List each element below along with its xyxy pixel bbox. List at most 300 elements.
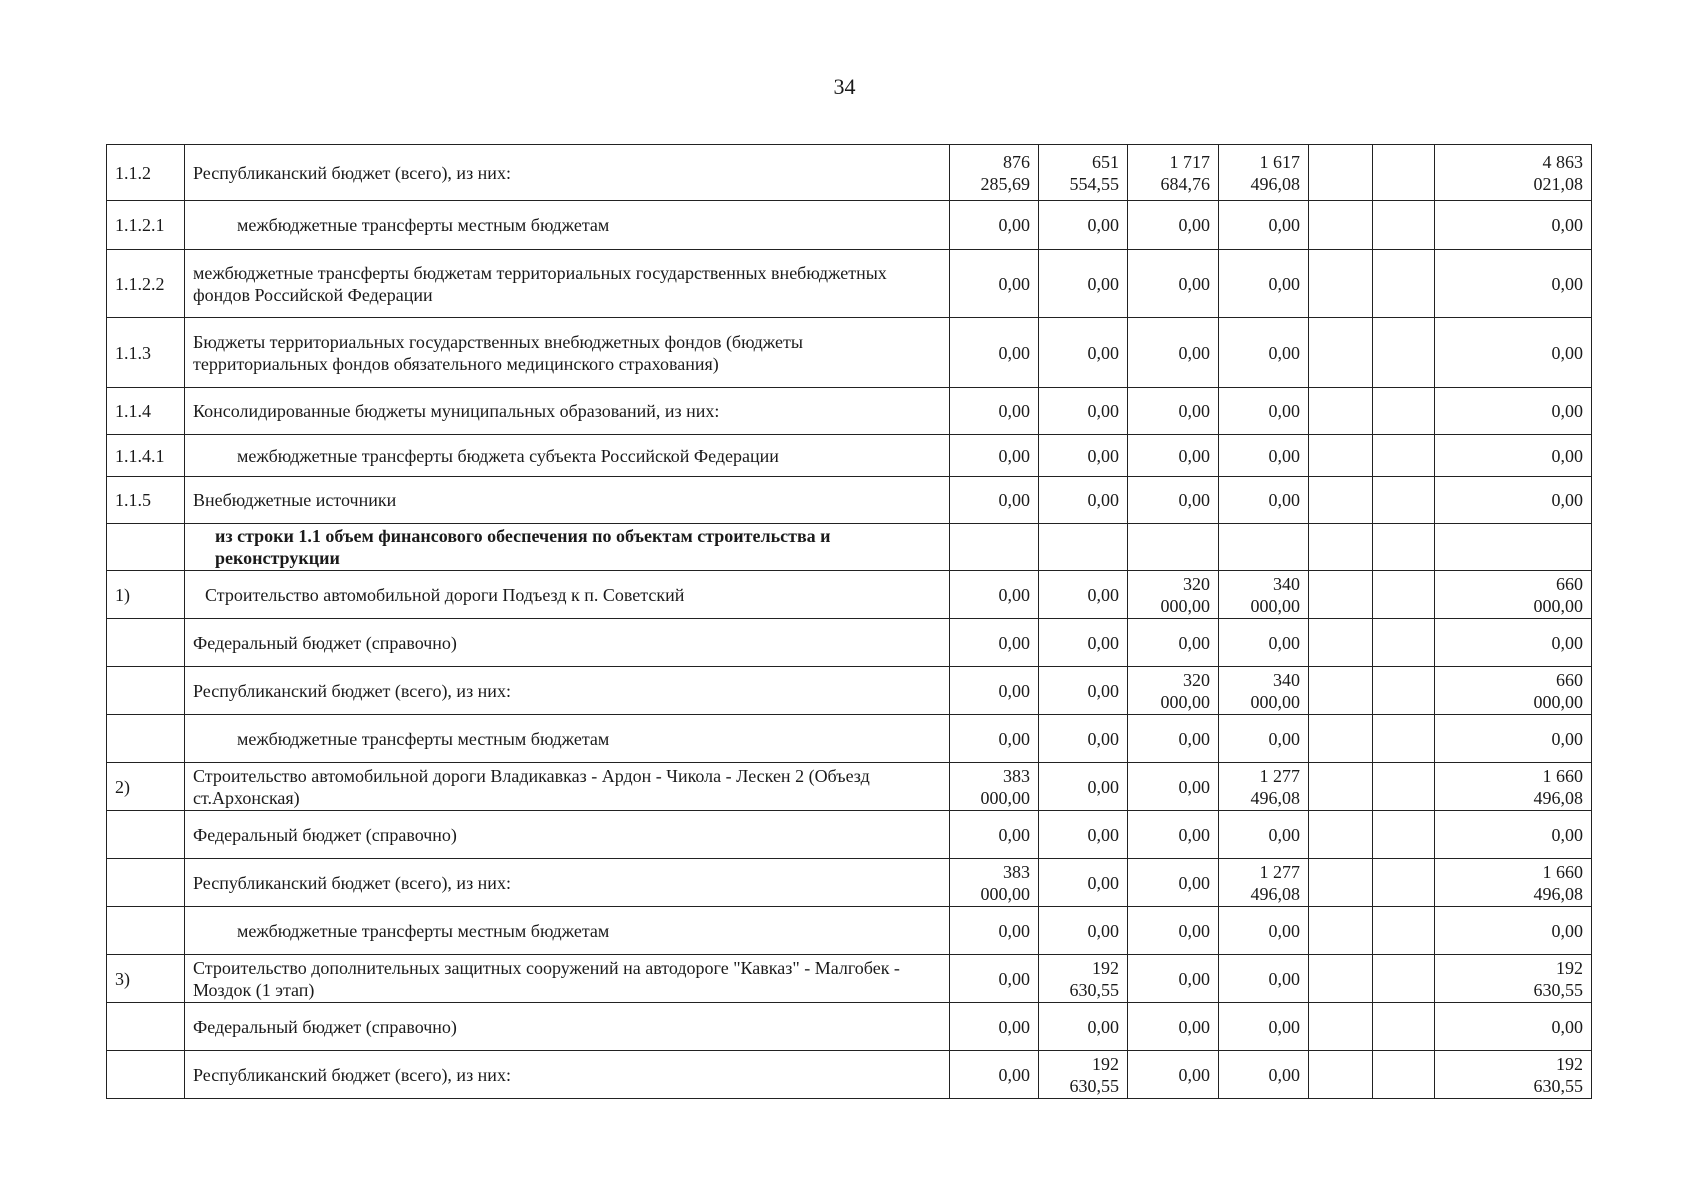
value-line: 0,00	[1551, 342, 1583, 363]
value-line: 0,00	[1087, 872, 1119, 893]
value-cell	[1373, 477, 1435, 524]
value-cell	[1373, 388, 1435, 435]
value-cell	[1219, 667, 1309, 715]
value-line: 0,00	[1551, 490, 1583, 510]
table-row	[107, 524, 1592, 571]
value-line: 0,00	[1087, 920, 1119, 941]
value-line: 0,00	[1178, 872, 1210, 893]
value-line: 0,00	[1268, 968, 1300, 989]
value-cell	[1435, 524, 1592, 571]
value-cell	[1039, 715, 1128, 763]
value-cell	[1128, 201, 1219, 250]
value-line: 496,08	[1250, 787, 1300, 808]
value-line: 0,00	[1178, 1016, 1210, 1037]
value-cell	[950, 955, 1039, 1003]
value-cell	[1309, 859, 1373, 907]
table-row	[107, 667, 1592, 715]
value-cell	[1373, 715, 1435, 763]
table-row	[107, 145, 1592, 201]
value-line: 0,00	[1268, 728, 1300, 749]
value-cell	[1128, 318, 1219, 388]
row-name: межбюджетные трансферты местным бюджетам	[185, 907, 950, 955]
value-cell	[1309, 619, 1373, 667]
value-line: 0,00	[1087, 776, 1119, 797]
row-name: Федеральный бюджет (справочно)	[185, 811, 950, 859]
value-line: 285,69	[980, 173, 1030, 194]
value-cell	[1128, 477, 1219, 524]
value-cell	[1435, 859, 1592, 907]
table-row	[107, 477, 1592, 524]
value-cell	[1128, 763, 1219, 811]
value-cell	[1128, 250, 1219, 318]
row-name: Федеральный бюджет (справочно)	[185, 619, 950, 667]
value-line: 0,00	[998, 728, 1030, 749]
row-code	[107, 1051, 185, 1099]
table-row	[107, 763, 1592, 811]
value-cell	[1435, 477, 1592, 524]
value-line: 0,00	[1087, 490, 1119, 510]
value-line: 0,00	[1268, 273, 1300, 294]
value-cell	[1219, 811, 1309, 859]
row-name: из строки 1.1 объем финансового обеспечения по объектам строительства и реконструкции	[185, 524, 950, 571]
row-code	[107, 667, 185, 715]
value-line: 0,00	[1551, 1016, 1583, 1037]
value-cell	[1039, 619, 1128, 667]
value-cell	[950, 145, 1039, 201]
row-code: 1.1.2.2	[107, 250, 185, 318]
value-line: 0,00	[1178, 273, 1210, 294]
value-line: 0,00	[1551, 920, 1583, 941]
row-code	[107, 619, 185, 667]
value-cell	[1128, 388, 1219, 435]
value-cell	[1373, 619, 1435, 667]
value-line: 000,00	[1533, 691, 1583, 712]
value-line: 1 277	[1259, 861, 1300, 882]
row-name: Бюджеты территориальных государственных внебюджетных фондов (бюджеты территориальных фондов обязательного медицинского страхования)	[185, 318, 950, 388]
value-cell	[1373, 318, 1435, 388]
value-cell	[1309, 571, 1373, 619]
value-line: 0,00	[1087, 215, 1119, 235]
value-cell	[1309, 145, 1373, 201]
value-cell	[1219, 859, 1309, 907]
value-cell	[1219, 145, 1309, 201]
row-code: 1.1.2	[107, 145, 185, 201]
value-cell	[1435, 667, 1592, 715]
value-cell	[1128, 955, 1219, 1003]
row-name: Строительство автомобильной дороги Подъезд к п. Советский	[185, 571, 950, 619]
table-row	[107, 811, 1592, 859]
value-cell	[950, 250, 1039, 318]
value-cell	[1219, 318, 1309, 388]
value-cell	[1039, 955, 1128, 1003]
value-cell	[1128, 811, 1219, 859]
value-cell	[1373, 1003, 1435, 1051]
value-line: 0,00	[1268, 445, 1300, 466]
row-name: Республиканский бюджет (всего), из них:	[185, 1051, 950, 1099]
value-line: 340	[1273, 669, 1300, 690]
value-line: 0,00	[1178, 968, 1210, 989]
value-line: 0,00	[998, 273, 1030, 294]
value-line: 1 660	[1542, 765, 1583, 786]
row-name: межбюджетные трансферты местным бюджетам	[185, 715, 950, 763]
row-name: Федеральный бюджет (справочно)	[185, 1003, 950, 1051]
value-cell	[1128, 524, 1219, 571]
value-line: 0,00	[998, 215, 1030, 235]
value-line: 0,00	[998, 824, 1030, 845]
value-line: 1 717	[1169, 151, 1210, 172]
value-line: 0,00	[998, 1064, 1030, 1085]
value-cell	[1309, 715, 1373, 763]
row-name: межбюджетные трансферты бюджетам территориальных государственных внебюджетных фондов Российской Федерации	[185, 250, 950, 318]
value-cell	[1435, 201, 1592, 250]
row-code	[107, 811, 185, 859]
value-cell	[1373, 907, 1435, 955]
value-line: 0,00	[1178, 215, 1210, 235]
value-cell	[1309, 435, 1373, 477]
value-line: 192	[1556, 1053, 1583, 1074]
value-cell	[1309, 524, 1373, 571]
value-line: 0,00	[998, 584, 1030, 605]
value-line: 0,00	[1551, 728, 1583, 749]
value-cell	[1373, 667, 1435, 715]
value-cell	[1039, 907, 1128, 955]
value-cell	[1039, 388, 1128, 435]
row-code: 1.1.4	[107, 388, 185, 435]
value-line: 0,00	[1178, 776, 1210, 797]
value-cell	[950, 811, 1039, 859]
value-line: 554,55	[1069, 173, 1119, 194]
value-cell	[1039, 1003, 1128, 1051]
value-line: 876	[1003, 151, 1030, 172]
value-line: 0,00	[1087, 445, 1119, 466]
value-cell	[1128, 1003, 1219, 1051]
page-number: 34	[833, 74, 856, 99]
value-cell	[1219, 907, 1309, 955]
value-line: 320	[1183, 669, 1210, 690]
value-cell	[1219, 1051, 1309, 1099]
value-line: 0,00	[1268, 920, 1300, 941]
value-cell	[950, 318, 1039, 388]
value-line: 630,55	[1069, 1075, 1119, 1096]
value-line: 0,00	[1178, 728, 1210, 749]
value-line: 1 617	[1259, 151, 1300, 172]
budget-table	[106, 144, 1592, 1099]
value-line: 021,08	[1533, 173, 1583, 194]
value-cell	[1219, 763, 1309, 811]
value-cell	[1435, 1051, 1592, 1099]
value-line: 0,00	[1178, 632, 1210, 653]
value-cell	[1309, 1003, 1373, 1051]
value-line: 0,00	[998, 1016, 1030, 1037]
row-name: Республиканский бюджет (всего), из них:	[185, 667, 950, 715]
value-line: 0,00	[1087, 632, 1119, 653]
value-cell	[1039, 201, 1128, 250]
value-cell	[1373, 763, 1435, 811]
value-line: 000,00	[980, 883, 1030, 904]
value-cell	[1435, 955, 1592, 1003]
value-cell	[1039, 667, 1128, 715]
value-cell	[1309, 388, 1373, 435]
value-cell	[1373, 435, 1435, 477]
value-cell	[1128, 1051, 1219, 1099]
value-cell	[1219, 435, 1309, 477]
value-line: 0,00	[998, 401, 1030, 421]
table-row	[107, 318, 1592, 388]
value-line: 496,08	[1533, 787, 1583, 808]
value-line: 0,00	[1551, 445, 1583, 466]
table-row	[107, 250, 1592, 318]
value-line: 0,00	[1087, 824, 1119, 845]
value-line: 0,00	[1268, 632, 1300, 653]
value-line: 4 863	[1542, 151, 1583, 172]
value-line: 0,00	[998, 968, 1030, 989]
value-line: 0,00	[1551, 215, 1583, 235]
table-row	[107, 1003, 1592, 1051]
value-cell	[1309, 318, 1373, 388]
value-line: 1 277	[1259, 765, 1300, 786]
value-cell	[1039, 477, 1128, 524]
value-cell	[950, 763, 1039, 811]
value-cell	[1039, 859, 1128, 907]
row-code	[107, 715, 185, 763]
value-line: 660	[1556, 669, 1583, 690]
row-name: межбюджетные трансферты бюджета субъекта Российской Федерации	[185, 435, 950, 477]
value-line: 0,00	[998, 920, 1030, 941]
value-cell	[1219, 955, 1309, 1003]
value-cell	[1219, 524, 1309, 571]
row-code	[107, 524, 185, 571]
value-line: 0,00	[1551, 632, 1583, 653]
value-line: 0,00	[1087, 680, 1119, 701]
row-code: 1.1.4.1	[107, 435, 185, 477]
value-cell	[1219, 250, 1309, 318]
value-cell	[1219, 201, 1309, 250]
value-cell	[1435, 435, 1592, 477]
value-line: 0,00	[1178, 1064, 1210, 1085]
value-line: 0,00	[1087, 584, 1119, 605]
value-cell	[950, 907, 1039, 955]
table-row	[107, 388, 1592, 435]
value-cell	[950, 571, 1039, 619]
value-cell	[1435, 763, 1592, 811]
value-cell	[1039, 250, 1128, 318]
value-line: 0,00	[1268, 1064, 1300, 1085]
value-cell	[950, 435, 1039, 477]
row-code	[107, 859, 185, 907]
value-line: 192	[1092, 957, 1119, 978]
value-line: 496,08	[1250, 883, 1300, 904]
value-line: 1 660	[1542, 861, 1583, 882]
value-cell	[1128, 619, 1219, 667]
value-cell	[1219, 715, 1309, 763]
value-cell	[1309, 201, 1373, 250]
value-cell	[1309, 250, 1373, 318]
value-cell	[950, 388, 1039, 435]
value-cell	[1309, 1051, 1373, 1099]
value-cell	[950, 201, 1039, 250]
value-line: 0,00	[1268, 824, 1300, 845]
value-line: 192	[1092, 1053, 1119, 1074]
value-cell	[1039, 811, 1128, 859]
value-cell	[1373, 859, 1435, 907]
value-line: 0,00	[998, 632, 1030, 653]
value-line: 0,00	[1087, 401, 1119, 421]
value-cell	[1039, 1051, 1128, 1099]
row-name: Строительство дополнительных защитных сооружений на автодороге "Кавказ" - Малгобек - Моздок (1 этап)	[185, 955, 950, 1003]
value-line: 0,00	[998, 445, 1030, 466]
value-line: 383	[1003, 861, 1030, 882]
value-cell	[1128, 571, 1219, 619]
value-cell	[1219, 477, 1309, 524]
table-row	[107, 201, 1592, 250]
row-name: Консолидированные бюджеты муниципальных образований, из них:	[185, 388, 950, 435]
value-line: 0,00	[1178, 342, 1210, 363]
value-line: 192	[1556, 957, 1583, 978]
value-cell	[1039, 524, 1128, 571]
value-cell	[1373, 955, 1435, 1003]
value-line: 0,00	[1551, 401, 1583, 421]
value-cell	[1219, 571, 1309, 619]
row-name: межбюджетные трансферты местным бюджетам	[185, 201, 950, 250]
value-cell	[1309, 955, 1373, 1003]
value-cell	[1309, 763, 1373, 811]
row-code	[107, 1003, 185, 1051]
value-line: 684,76	[1160, 173, 1210, 194]
value-line: 000,00	[1160, 595, 1210, 616]
value-cell	[1309, 811, 1373, 859]
value-line: 0,00	[1178, 445, 1210, 466]
value-line: 320	[1183, 573, 1210, 594]
value-cell	[1039, 435, 1128, 477]
value-cell	[1373, 145, 1435, 201]
value-line: 0,00	[1178, 920, 1210, 941]
value-cell	[1435, 1003, 1592, 1051]
value-cell	[1309, 667, 1373, 715]
value-cell	[1039, 571, 1128, 619]
row-code	[107, 907, 185, 955]
value-line: 0,00	[1087, 273, 1119, 294]
row-code: 1.1.3	[107, 318, 185, 388]
value-cell	[1373, 571, 1435, 619]
value-line: 0,00	[1268, 490, 1300, 510]
table-row	[107, 859, 1592, 907]
table-row	[107, 571, 1592, 619]
value-line: 630,55	[1533, 979, 1583, 1000]
value-line: 630,55	[1069, 979, 1119, 1000]
row-code: 1.1.5	[107, 477, 185, 524]
value-cell	[1219, 388, 1309, 435]
value-cell	[1435, 388, 1592, 435]
value-line: 0,00	[998, 342, 1030, 363]
value-line: 0,00	[1178, 401, 1210, 421]
value-line: 0,00	[1551, 824, 1583, 845]
value-line: 0,00	[1551, 273, 1583, 294]
value-line: 000,00	[1250, 691, 1300, 712]
value-cell	[1309, 477, 1373, 524]
row-name: Республиканский бюджет (всего), из них:	[185, 145, 950, 201]
value-cell	[1435, 318, 1592, 388]
table-body	[107, 145, 1592, 1099]
value-line: 000,00	[980, 787, 1030, 808]
value-cell	[1219, 619, 1309, 667]
value-cell	[1128, 667, 1219, 715]
value-cell	[1435, 811, 1592, 859]
value-line: 000,00	[1533, 595, 1583, 616]
value-cell	[1435, 145, 1592, 201]
value-cell	[1373, 250, 1435, 318]
value-cell	[1128, 435, 1219, 477]
value-cell	[1373, 811, 1435, 859]
value-line: 660	[1556, 573, 1583, 594]
row-code: 3)	[107, 955, 185, 1003]
value-cell	[1039, 763, 1128, 811]
value-cell	[1435, 571, 1592, 619]
table-row	[107, 619, 1592, 667]
row-code: 1.1.2.1	[107, 201, 185, 250]
value-line: 630,55	[1533, 1075, 1583, 1096]
value-cell	[950, 1003, 1039, 1051]
value-line: 0,00	[1268, 342, 1300, 363]
value-cell	[950, 619, 1039, 667]
table-row	[107, 955, 1592, 1003]
value-line: 383	[1003, 765, 1030, 786]
value-cell	[1435, 250, 1592, 318]
value-line: 0,00	[1178, 490, 1210, 510]
value-line: 340	[1273, 573, 1300, 594]
table-row	[107, 907, 1592, 955]
value-line: 496,08	[1250, 173, 1300, 194]
value-line: 0,00	[1178, 824, 1210, 845]
value-cell	[1128, 859, 1219, 907]
value-cell	[1373, 201, 1435, 250]
value-cell	[950, 524, 1039, 571]
value-line: 0,00	[1087, 728, 1119, 749]
table-row	[107, 715, 1592, 763]
value-line: 000,00	[1160, 691, 1210, 712]
value-cell	[1435, 907, 1592, 955]
row-name: Строительство автомобильной дороги Владикавказ - Ардон - Чикола - Лескен 2 (Объезд ст.Архонская)	[185, 763, 950, 811]
value-cell	[1373, 1051, 1435, 1099]
table-row	[107, 1051, 1592, 1099]
value-line: 0,00	[1268, 1016, 1300, 1037]
value-cell	[1435, 715, 1592, 763]
value-line: 000,00	[1250, 595, 1300, 616]
value-cell	[1039, 318, 1128, 388]
value-cell	[950, 477, 1039, 524]
table-row	[107, 435, 1592, 477]
value-line: 651	[1092, 151, 1119, 172]
value-line: 0,00	[998, 490, 1030, 510]
value-cell	[1128, 715, 1219, 763]
value-cell	[1128, 145, 1219, 201]
row-code: 1)	[107, 571, 185, 619]
value-cell	[950, 859, 1039, 907]
row-code: 2)	[107, 763, 185, 811]
value-cell	[950, 1051, 1039, 1099]
row-name: Республиканский бюджет (всего), из них:	[185, 859, 950, 907]
value-line: 0,00	[998, 680, 1030, 701]
value-cell	[950, 715, 1039, 763]
value-line: 0,00	[1087, 342, 1119, 363]
value-cell	[1039, 145, 1128, 201]
value-cell	[1373, 524, 1435, 571]
value-line: 0,00	[1087, 1016, 1119, 1037]
value-line: 0,00	[1268, 215, 1300, 235]
row-name: Внебюджетные источники	[185, 477, 950, 524]
value-line: 496,08	[1533, 883, 1583, 904]
value-cell	[950, 667, 1039, 715]
value-line: 0,00	[1268, 401, 1300, 421]
